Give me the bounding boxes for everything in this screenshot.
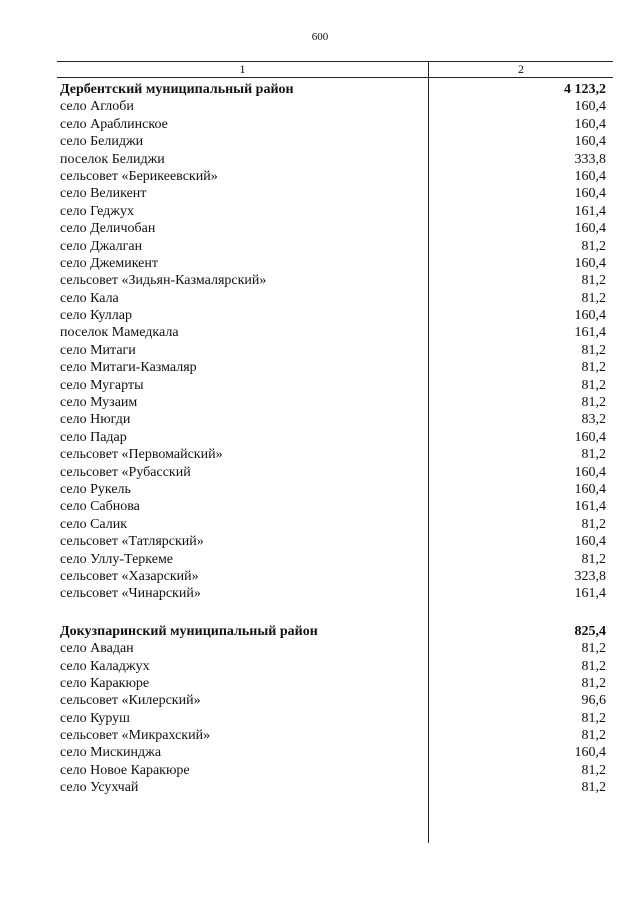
settlement-value: 160,4 [574, 221, 606, 237]
table-row [60, 133, 612, 150]
settlement-name: сельсовет «Хазарский» [60, 568, 199, 584]
settlement-name: село Каракюре [60, 675, 150, 691]
table-row [60, 255, 612, 272]
settlement-name: село Белиджи [60, 134, 144, 150]
settlement-name: село Мугарты [60, 377, 144, 393]
settlement-value: 96,6 [581, 693, 606, 709]
table-row [60, 658, 612, 675]
settlement-value: 161,4 [574, 499, 606, 515]
settlement-name: село Салик [60, 516, 128, 532]
settlement-name: село Авадан [60, 641, 134, 657]
settlement-value: 81,2 [581, 551, 606, 567]
table-row [60, 516, 612, 533]
table-row [60, 394, 612, 411]
table-row [60, 744, 612, 761]
settlement-name: село Музаим [60, 395, 138, 411]
table-row [60, 359, 612, 376]
table-row [60, 342, 612, 359]
settlement-name: село Джалган [60, 238, 143, 254]
table-row [60, 692, 612, 709]
settlement-value: 160,4 [574, 534, 606, 550]
settlement-name: село Митаги [60, 342, 136, 358]
settlement-name: село Митаги-Казмаляр [60, 360, 197, 376]
settlement-value: 160,4 [574, 186, 606, 202]
settlement-value: 323,8 [574, 568, 606, 584]
settlement-value: 81,2 [581, 395, 606, 411]
settlement-name: село Уллу-Теркеме [60, 551, 174, 567]
settlement-name: село Куллар [60, 308, 132, 324]
settlement-value: 160,4 [574, 99, 606, 115]
settlement-value: 83,2 [581, 412, 606, 428]
settlement-value: 160,4 [574, 429, 606, 445]
table-row [60, 203, 612, 220]
column-header-2: 2 [518, 62, 524, 76]
settlement-name: сельсовет «Рубасский [60, 464, 191, 480]
settlement-value: 160,4 [574, 134, 606, 150]
settlement-name: сельсовет «Килерский» [60, 693, 201, 709]
settlement-value: 81,2 [581, 342, 606, 358]
settlement-value: 160,4 [574, 116, 606, 132]
table-row [60, 727, 612, 744]
table-row [60, 307, 612, 324]
settlement-value: 81,2 [581, 710, 606, 726]
table-body [60, 81, 612, 797]
settlement-value: 160,4 [574, 255, 606, 271]
settlement-name: село Нюгди [60, 412, 131, 428]
section-spacer [60, 603, 612, 623]
table-row [60, 762, 612, 779]
settlement-value: 81,2 [581, 290, 606, 306]
settlement-name: село Геджух [60, 203, 134, 219]
settlement-name: село Кала [60, 290, 119, 306]
section-total: 4 123,2 [564, 82, 606, 97]
table-row [60, 446, 612, 463]
settlement-value: 160,4 [574, 481, 606, 497]
table-row [60, 710, 612, 727]
settlement-name: село Усухчай [60, 780, 139, 796]
settlement-name: село Куруш [60, 710, 130, 726]
settlement-value: 81,2 [581, 675, 606, 691]
settlement-value: 161,4 [574, 203, 606, 219]
settlement-name: село Деличобан [60, 221, 156, 237]
table-row [60, 98, 612, 115]
settlement-name: сельсовет «Чинарский» [60, 586, 201, 602]
table-row [60, 272, 612, 289]
settlement-value: 160,4 [574, 745, 606, 761]
settlement-name: село Каладжух [60, 658, 150, 674]
settlement-name: поселок Белиджи [60, 151, 165, 167]
settlement-value: 81,2 [581, 377, 606, 393]
table-row [60, 568, 612, 585]
settlement-value: 333,8 [574, 151, 606, 167]
table-row [60, 498, 612, 515]
settlement-name: село Новое Каракюре [60, 762, 190, 778]
table-row [60, 151, 612, 168]
settlement-name: село Аглоби [60, 99, 134, 115]
table-row [60, 290, 612, 307]
section-total: 825,4 [574, 623, 606, 639]
page-number: 600 [311, 31, 329, 43]
settlement-value: 81,2 [581, 238, 606, 254]
settlement-value: 81,2 [581, 360, 606, 376]
settlement-value: 81,2 [581, 447, 606, 463]
settlement-value: 81,2 [581, 641, 606, 657]
table-row [60, 411, 612, 428]
settlement-name: село Великент [60, 186, 147, 202]
settlement-name: сельсовет «Зидьян-Казмалярский» [60, 273, 267, 289]
settlement-value: 160,4 [574, 308, 606, 324]
table-row [60, 675, 612, 692]
settlement-name: поселок Мамедкала [60, 325, 179, 341]
settlement-name: сельсовет «Татлярский» [60, 534, 204, 550]
table-row [60, 779, 612, 796]
column-header-1: 1 [239, 62, 246, 76]
settlement-name: село Мискинджа [60, 745, 162, 761]
table-row [60, 238, 612, 255]
table-row [60, 168, 612, 185]
table-row [60, 429, 612, 446]
section-heading-row [60, 81, 612, 98]
section-title: Дербентский муниципальный район [60, 82, 294, 97]
table-row [60, 324, 612, 341]
table-row [60, 116, 612, 133]
settlement-name: село Падар [60, 429, 127, 445]
section-heading-row [60, 623, 612, 640]
settlement-value: 161,4 [574, 325, 606, 341]
table-header-border [57, 77, 613, 78]
table-row [60, 185, 612, 202]
table-row [60, 464, 612, 481]
settlement-value: 160,4 [574, 464, 606, 480]
settlement-name: сельсовет «Первомайский» [60, 447, 223, 463]
settlement-value: 81,2 [581, 762, 606, 778]
settlement-value: 81,2 [581, 516, 606, 532]
settlement-name: сельсовет «Берикеевский» [60, 168, 218, 184]
settlement-name: село Араблинское [60, 116, 168, 132]
settlement-value: 81,2 [581, 728, 606, 744]
settlement-name: село Рукель [60, 481, 131, 497]
settlement-value: 81,2 [581, 780, 606, 796]
table-row [60, 533, 612, 550]
table-row [60, 481, 612, 498]
table-row [60, 377, 612, 394]
settlement-name: село Сабнова [60, 499, 140, 515]
settlement-value: 160,4 [574, 168, 606, 184]
section-title: Докузпаринский муниципальный район [60, 623, 318, 639]
settlement-value: 81,2 [581, 658, 606, 674]
settlement-name: село Джемикент [60, 255, 158, 271]
settlement-value: 81,2 [581, 273, 606, 289]
table-row [60, 551, 612, 568]
table-row [60, 640, 612, 657]
table-row [60, 220, 612, 237]
settlement-value: 161,4 [574, 586, 606, 602]
table-row [60, 585, 612, 602]
settlement-name: сельсовет «Микрахский» [60, 728, 211, 744]
